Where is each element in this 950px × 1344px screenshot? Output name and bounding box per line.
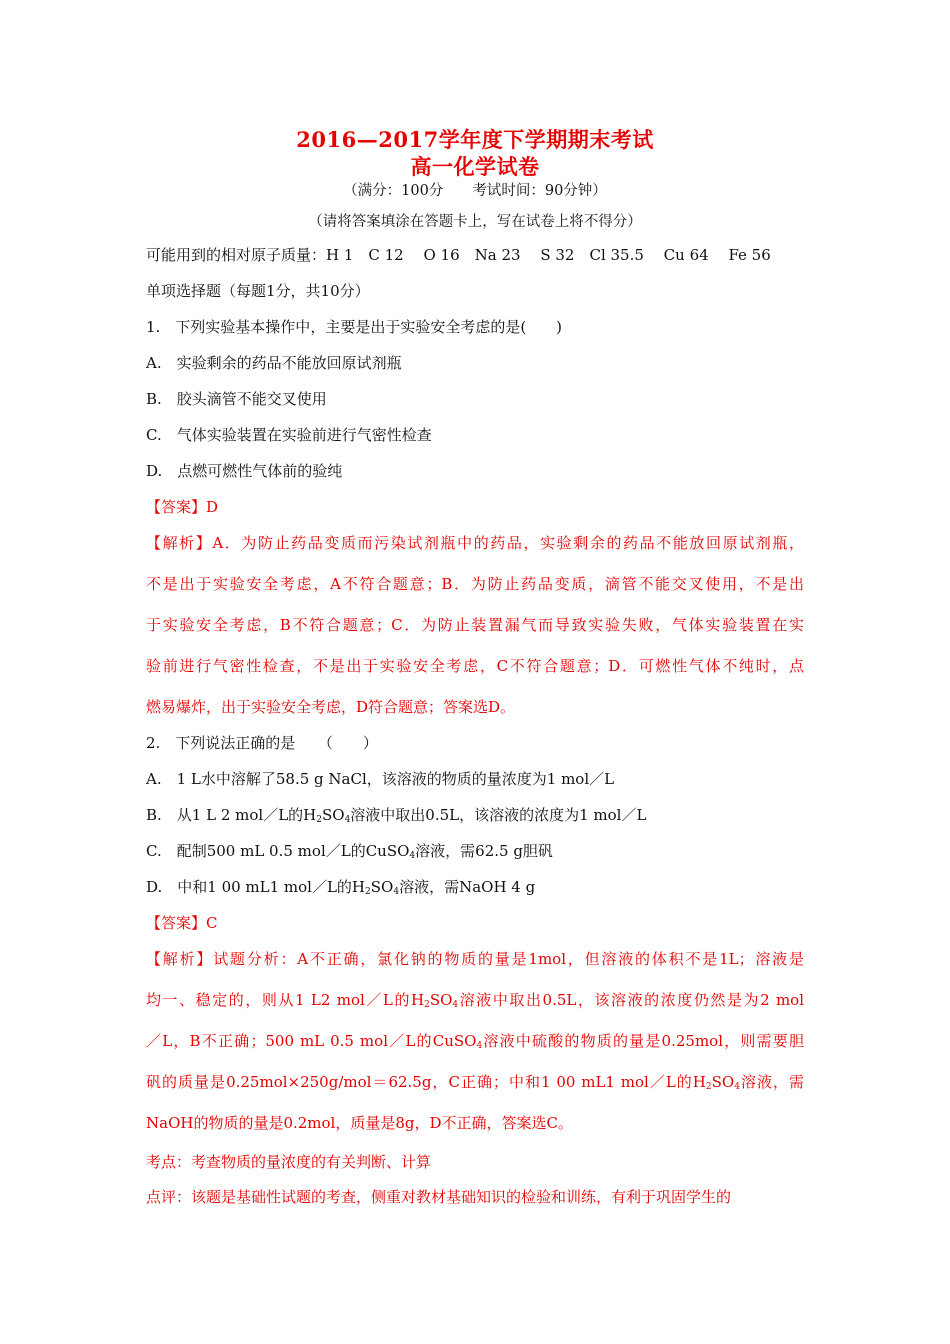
q2-analysis-line-4: 矾的质量是0.25mol×250g/mol＝62.5g，C正确；中和1 00 mL1 mol／L的$H_2SO_4$溶液，需 [146, 1073, 804, 1092]
q2-answer [146, 912, 218, 933]
atomic-masses: 可能用到的相对原子质量：H 1 C 12 O 16 Na 23 S 32 Cl 35.5 Cu 64 Fe 56 [146, 246, 771, 264]
q1-analysis-line-5: 燃易爆炸，出于实验安全考虑，D符合题意；答案选D。 [146, 698, 516, 716]
q1-answer-label: 【答案】 [146, 498, 207, 516]
q2-analysis-line-1: 【解析】试题分析：A不正确，氯化钠的物质的量是1mol，但溶液的体积不是1L；溶液是 [146, 950, 804, 968]
q2-analysis-line-3: ／L，B不正确；500 mL 0.5 mol／L的CuSO$_4$溶液中硫酸的物质的量是0.25mol，则需要胆 [146, 1032, 804, 1051]
notice: （请将答案填涂在答题卡上，写在试卷上将不得分） [308, 214, 642, 230]
q1-option-b: B. 胶头滴管不能交叉使用 [146, 390, 327, 408]
q2-analysis-label: 【解析】 [146, 950, 214, 968]
q1-option-c: C. 气体实验装置在实验前进行气密性检查 [146, 426, 432, 444]
q1-option-a: A. 实验剩余的药品不能放回原试剂瓶 [146, 354, 402, 372]
q2-answer-label: 【答案】 [146, 914, 207, 932]
q2-analysis-line-5: NaOH的物质的量是0.2mol，质量是8g，D不正确，答案选C。 [146, 1114, 574, 1132]
q2-stem: 2. 下列说法正确的是 （ ） [146, 734, 378, 752]
q2-option-d: D. 中和1 00 mL1 mol／L的$H_2SO_4$溶液，需NaOH 4 g [146, 878, 536, 897]
q2-dianping: 点评：该题是基础性试题的考查，侧重对教材基础知识的检验和训练，有利于巩固学生的 [146, 1188, 732, 1206]
q2-option-c: C. 配制500 mL 0.5 mol／L的CuSO$_4$溶液，需62.5 g胆矾 [146, 842, 553, 861]
q1-stem: 1. 下列实验基本操作中，主要是出于实验安全考虑的是( ) [146, 318, 563, 336]
exam-title: 2016—2017学年度下学期期末考试 [296, 127, 654, 152]
q1-analysis-line-2: 不是出于实验安全考虑，A不符合题意；B．为防止药品变质，滴管不能交叉使用，不是出 [146, 575, 804, 593]
q2-option-a: A. 1 L水中溶解了58.5 g NaCl，该溶液的物质的量浓度为1 mol／L [146, 770, 615, 788]
q1-option-d: D. 点燃可燃性气体前的验纯 [146, 462, 343, 480]
q2-answer-value: C [206, 914, 218, 932]
q2-analysis-line-2: 均一、稳定的，则从1 L2 mol／L的$H_2SO_4$溶液中取出0.5L，该溶液的浓度仍然是为2 mol [146, 991, 804, 1010]
q1-answer [146, 496, 218, 517]
q2-option-b: B. 从1 L 2 mol／L的$H_2SO_4$溶液中取出0.5L，该溶液的浓度为1 mol／L [146, 806, 647, 825]
q1-analysis-label: 【解析】 [146, 534, 213, 552]
q1-analysis-line-1: 【解析】A．为防止药品变质而污染试剂瓶中的药品，实验剩余的药品不能放回原试剂瓶， [146, 534, 804, 552]
section-title: 单项选择题（每题1分，共10分） [146, 282, 370, 300]
exam-subtitle: 高一化学试卷 [410, 154, 540, 179]
q1-answer-value: D [206, 498, 219, 516]
q1-analysis-line-3: 于实验安全考虑，B不符合题意；C．为防止装置漏气而导致实验失败，气体实验装置在实 [146, 616, 804, 634]
score-time: （满分：100分 考试时间：90分钟） [343, 183, 607, 199]
q1-analysis-line-4: 验前进行气密性检查，不是出于实验安全考虑，C不符合题意；D．可燃性气体不纯时，点 [146, 657, 804, 675]
q2-kaodian: 考点：考查物质的量浓度的有关判断、计算 [146, 1153, 432, 1171]
